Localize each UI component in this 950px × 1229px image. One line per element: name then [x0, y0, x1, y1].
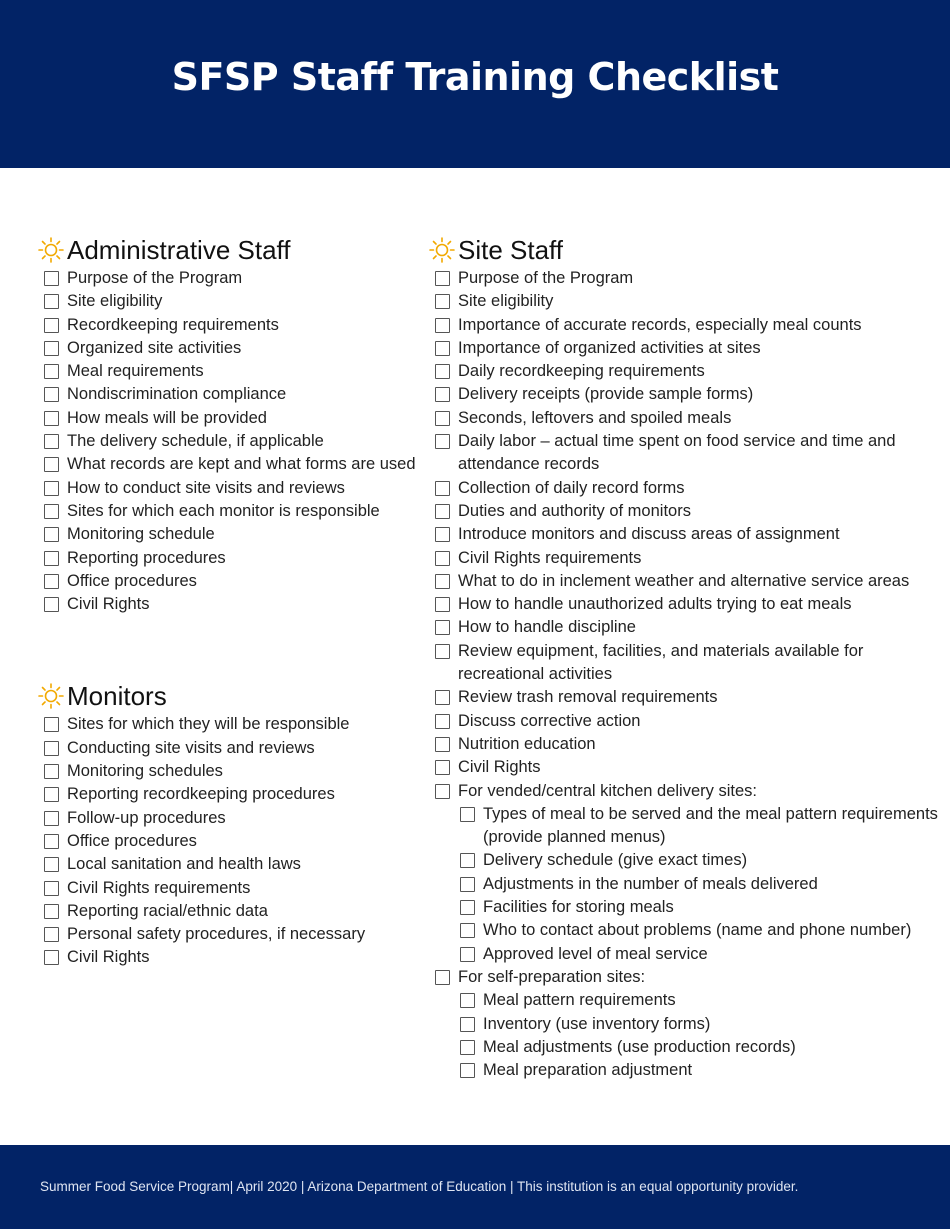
checkbox[interactable]	[44, 927, 59, 942]
checkbox[interactable]	[435, 760, 450, 775]
sub-checklist-item[interactable]	[428, 943, 938, 966]
checklist-item[interactable]	[37, 946, 417, 969]
checklist-item-label: Civil Rights	[67, 948, 150, 967]
checklist-item-label: Review trash removal requirements	[458, 688, 718, 707]
checklist-item-label: Importance of organized activities at sites	[458, 338, 761, 357]
checklist-item-label: How to handle discipline	[458, 618, 636, 637]
checkbox[interactable]	[44, 481, 59, 496]
checkbox[interactable]	[435, 481, 450, 496]
checkbox[interactable]	[460, 877, 475, 892]
monitors-heading	[37, 679, 417, 713]
checklist-item[interactable]	[37, 570, 417, 593]
checklist-item-label: Duties and authority of monitors	[458, 501, 691, 520]
checkbox[interactable]	[44, 457, 59, 472]
checkbox[interactable]	[435, 597, 450, 612]
checklist-item-label: Introduce monitors and discuss areas of assignment	[458, 525, 840, 544]
checklist-item[interactable]	[37, 760, 417, 783]
checklist-item[interactable]	[428, 756, 938, 779]
checklist-item[interactable]	[37, 807, 417, 830]
page-footer	[0, 1145, 950, 1229]
checklist-item[interactable]	[428, 547, 938, 570]
checkbox[interactable]	[435, 737, 450, 752]
checklist-item[interactable]	[37, 900, 417, 923]
vended-sub-checklist	[428, 803, 938, 966]
checklist-item-label: Meal requirements	[67, 362, 204, 381]
checklist-item-label: Office procedures	[67, 831, 197, 850]
checklist-item[interactable]	[37, 737, 417, 760]
sun-icon	[428, 236, 456, 264]
checklist-item-label: Civil Rights requirements	[458, 548, 642, 567]
sub-checklist-item[interactable]	[428, 1036, 938, 1059]
checkbox[interactable]	[435, 714, 450, 729]
sub-checklist-item[interactable]	[428, 896, 938, 919]
checklist-item-label: Delivery receipts (provide sample forms)	[458, 385, 754, 404]
checklist-item[interactable]	[37, 360, 417, 383]
checklist-item[interactable]	[428, 570, 938, 593]
checkbox[interactable]	[44, 717, 59, 732]
checklist-item-label: Monitoring schedules	[67, 762, 223, 781]
checkbox[interactable]	[44, 857, 59, 872]
checklist-item-label: Site eligibility	[67, 292, 163, 311]
checklist-item[interactable]	[428, 616, 938, 639]
checklist-item[interactable]	[428, 500, 938, 523]
checklist-item-label: Discuss corrective action	[458, 711, 641, 730]
checklist-item-label: Importance of accurate records, especially meal counts	[458, 315, 862, 334]
checkbox[interactable]	[44, 504, 59, 519]
checkbox[interactable]	[460, 1017, 475, 1032]
checkbox[interactable]	[44, 811, 59, 826]
sub-checklist-item[interactable]	[428, 849, 938, 872]
checklist-item[interactable]	[428, 430, 938, 477]
checkbox[interactable]	[44, 411, 59, 426]
checkbox[interactable]	[44, 341, 59, 356]
admin-heading	[37, 233, 417, 267]
checklist-item[interactable]	[37, 314, 417, 337]
checklist-item-label: How to handle unauthorized adults trying to eat meals	[458, 595, 852, 614]
checklist-item[interactable]	[37, 547, 417, 570]
checklist-item[interactable]	[428, 780, 938, 803]
checkbox[interactable]	[44, 574, 59, 589]
checkbox[interactable]	[44, 387, 59, 402]
checkbox[interactable]	[435, 341, 450, 356]
checkbox[interactable]	[435, 644, 450, 659]
checklist-item-label: Purpose of the Program	[458, 269, 634, 287]
sub-checklist-item[interactable]	[428, 1059, 938, 1082]
checklist-item-label: Seconds, leftovers and spoiled meals	[458, 408, 732, 427]
checklist-item[interactable]	[428, 337, 938, 360]
checklist-item[interactable]	[428, 640, 938, 687]
checklist-item-label: Collection of daily record forms	[458, 478, 685, 497]
checklist-item-label: Reporting recordkeeping procedures	[67, 785, 335, 804]
checklist-item-label: What to do in inclement weather and alternative service areas	[458, 571, 910, 590]
checklist-item-label: Meal pattern requirements	[483, 991, 676, 1010]
site-section	[428, 233, 938, 1082]
checklist-item-label: Civil Rights	[458, 758, 541, 777]
checklist-item[interactable]	[37, 477, 417, 500]
monitors-checklist	[37, 713, 417, 969]
checklist-item-label: Organized site activities	[67, 338, 242, 357]
checklist-item[interactable]	[37, 337, 417, 360]
checklist-item[interactable]	[428, 267, 938, 290]
checklist-item-label: The delivery schedule, if applicable	[67, 432, 324, 451]
admin-heading-text: Administrative Staff	[67, 234, 291, 265]
checkbox[interactable]	[435, 364, 450, 379]
checklist-item-label: Daily labor – actual time spent on food service and time and attendance records	[458, 432, 896, 474]
page-title: SFSP Staff Training Checklist	[171, 55, 779, 99]
checklist-item-label: Inventory (use inventory forms)	[483, 1014, 711, 1033]
checkbox[interactable]	[435, 970, 450, 985]
sun-icon	[37, 236, 65, 264]
checklist-item[interactable]	[37, 783, 417, 806]
checkbox[interactable]	[44, 597, 59, 612]
checklist-item-label: Civil Rights requirements	[67, 878, 251, 897]
checklist-item-label: Sites for which they will be responsible	[67, 715, 350, 734]
sub-checklist-item[interactable]	[428, 919, 938, 942]
checklist-item-label: Office procedures	[67, 571, 197, 590]
checkbox[interactable]	[44, 318, 59, 333]
checklist-item[interactable]	[37, 430, 417, 453]
checkbox[interactable]	[435, 574, 450, 589]
checklist-item-label: Personal safety procedures, if necessary	[67, 925, 366, 944]
checkbox[interactable]	[44, 294, 59, 309]
checklist-item[interactable]	[428, 733, 938, 756]
checklist-item[interactable]	[37, 523, 417, 546]
checklist-item-label: Local sanitation and health laws	[67, 855, 301, 874]
checkbox[interactable]	[460, 807, 475, 822]
checklist-item[interactable]	[37, 500, 417, 523]
sub-checklist-item[interactable]	[428, 873, 938, 896]
checklist-item-label: Nutrition education	[458, 734, 596, 753]
checkbox[interactable]	[460, 900, 475, 915]
checklist-item-label: Recordkeeping requirements	[67, 315, 279, 334]
selfprep-sub-checklist	[428, 989, 938, 1082]
checklist-item-label: Reporting racial/ethnic data	[67, 901, 268, 920]
checkbox[interactable]	[44, 551, 59, 566]
checkbox[interactable]	[435, 527, 450, 542]
checklist-item-label: Purpose of the Program	[67, 269, 243, 287]
checklist-item[interactable]	[428, 383, 938, 406]
checklist-item-label: Meal adjustments (use production records)	[483, 1037, 796, 1056]
checklist-item-label: Nondiscrimination compliance	[67, 385, 287, 404]
checkbox[interactable]	[44, 527, 59, 542]
checkbox[interactable]	[435, 411, 450, 426]
checklist-item-label: How to conduct site visits and reviews	[67, 478, 345, 497]
checklist-item-label: Delivery schedule (give exact times)	[483, 851, 748, 870]
checkbox[interactable]	[435, 504, 450, 519]
checklist-item-label: Approved level of meal service	[483, 944, 708, 963]
checklist-item[interactable]	[428, 290, 938, 313]
checklist-item-label: Adjustments in the number of meals delivered	[483, 874, 818, 893]
sub-checklist-item[interactable]	[428, 989, 938, 1012]
checkbox[interactable]	[435, 551, 450, 566]
checkbox[interactable]	[44, 787, 59, 802]
checklist-item-label: Reporting procedures	[67, 548, 226, 567]
checklist-item[interactable]	[37, 713, 417, 736]
sub-checklist-item[interactable]	[428, 1013, 938, 1036]
checkbox[interactable]	[44, 271, 59, 286]
checkbox[interactable]	[44, 950, 59, 965]
checklist-item[interactable]	[428, 407, 938, 430]
checkbox[interactable]	[44, 881, 59, 896]
checklist-item-label: Sites for which each monitor is responsible	[67, 501, 380, 520]
footer-text: Summer Food Service Program| April 2020 | Arizona Department of Education | This institution is an equal opportunity provider.	[40, 1178, 799, 1194]
vended-label: For vended/central kitchen delivery sites:	[458, 781, 757, 800]
checklist-item[interactable]	[37, 593, 417, 616]
checkbox[interactable]	[460, 1063, 475, 1078]
checkbox[interactable]	[460, 1040, 475, 1055]
checklist-item-label: Civil Rights	[67, 595, 150, 614]
sub-checklist-item[interactable]	[428, 803, 938, 850]
checkbox[interactable]	[435, 318, 450, 333]
checklist-item-label: Follow-up procedures	[67, 808, 226, 827]
checklist-item-label: Daily recordkeeping requirements	[458, 362, 705, 381]
site-checklist	[428, 267, 938, 780]
checklist-item[interactable]	[37, 923, 417, 946]
checkbox[interactable]	[460, 993, 475, 1008]
checkbox[interactable]	[460, 853, 475, 868]
checklist-item[interactable]	[428, 360, 938, 383]
checklist-item[interactable]	[428, 314, 938, 337]
checklist-item[interactable]	[37, 853, 417, 876]
left-column	[37, 233, 417, 970]
checkbox[interactable]	[435, 784, 450, 799]
checklist-item[interactable]	[428, 966, 938, 989]
site-heading	[428, 233, 938, 267]
checklist-item[interactable]	[37, 877, 417, 900]
checkbox[interactable]	[460, 947, 475, 962]
checklist-item-label: Site eligibility	[458, 292, 554, 311]
checklist-item-label: Monitoring schedule	[67, 525, 215, 544]
checkbox[interactable]	[44, 834, 59, 849]
checklist-item-label: Review equipment, facilities, and materials available for recreational activities	[458, 641, 864, 684]
checkbox[interactable]	[435, 620, 450, 635]
checklist-item-label: Facilities for storing meals	[483, 898, 674, 917]
checkbox[interactable]	[435, 690, 450, 705]
checklist-item-label: Conducting site visits and reviews	[67, 738, 315, 757]
checkbox[interactable]	[44, 364, 59, 379]
checkbox[interactable]	[435, 271, 450, 286]
right-column	[428, 233, 938, 1082]
selfprep-checklist	[428, 966, 938, 989]
monitors-heading-text: Monitors	[67, 680, 167, 711]
checklist-item-label: Types of meal to be served and the meal pattern requirements (provide planned menus)	[483, 804, 938, 847]
checklist-item[interactable]	[37, 383, 417, 406]
checklist-item[interactable]	[428, 523, 938, 546]
checklist-item[interactable]	[37, 290, 417, 313]
checklist-item-label: Who to contact about problems (name and phone number)	[483, 921, 912, 940]
checkbox[interactable]	[44, 904, 59, 919]
vended-checklist	[428, 780, 938, 803]
admin-section	[37, 233, 417, 616]
admin-checklist	[37, 267, 417, 616]
checklist-item-label: What records are kept and what forms are used	[67, 455, 416, 474]
checklist-item[interactable]	[428, 477, 938, 500]
checklist-item[interactable]	[428, 593, 938, 616]
checkbox[interactable]	[44, 434, 59, 449]
checklist-item[interactable]	[428, 710, 938, 733]
checklist-item-label: Meal preparation adjustment	[483, 1061, 693, 1080]
checkbox[interactable]	[44, 741, 59, 756]
checkbox[interactable]	[44, 764, 59, 779]
checklist-item[interactable]	[37, 267, 417, 290]
sun-icon	[37, 682, 65, 710]
checkbox[interactable]	[460, 923, 475, 938]
selfprep-label: For self-preparation sites:	[458, 967, 646, 986]
page-header	[0, 0, 950, 168]
checklist-item[interactable]	[37, 453, 417, 476]
checklist-item-label: How meals will be provided	[67, 408, 267, 427]
checklist-item[interactable]	[428, 686, 938, 709]
checklist-item[interactable]	[37, 830, 417, 853]
checkbox[interactable]	[435, 434, 450, 449]
checkbox[interactable]	[435, 387, 450, 402]
site-heading-text: Site Staff	[458, 234, 564, 265]
checkbox[interactable]	[435, 294, 450, 309]
checklist-item[interactable]	[37, 407, 417, 430]
monitors-section	[37, 679, 417, 969]
